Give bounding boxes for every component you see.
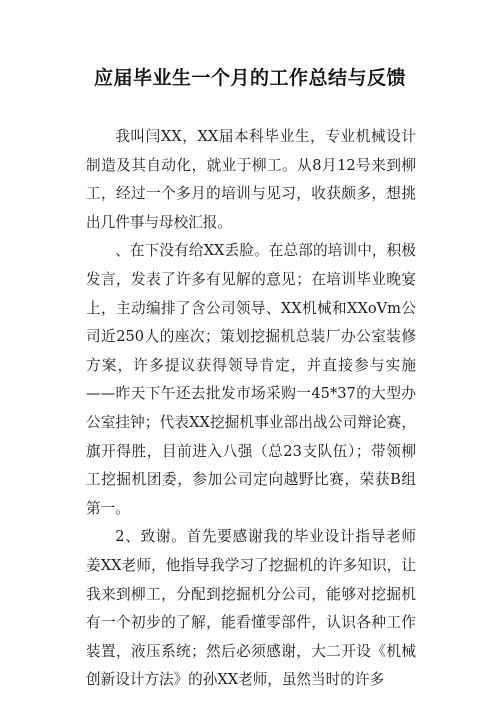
document-body <box>86 123 416 695</box>
document-title: 应届毕业生一个月的工作总结与反馈 <box>93 67 406 89</box>
paragraph-intro: 我叫闫XX，XX届本科毕业生，专业机械设计制造及其自动化，就业于柳工。从8月12号来到柳工，经过一个多月的培训与见习，收获颇多，想挑出几件事与母校汇报。 <box>86 128 416 231</box>
paragraph-thanks: 2、致谢。首先要感谢我的毕业设计指导老师姜XX老师，他指导我学习了挖掘机的许多知识，让我来到柳工，分配到挖掘机分公司，能够对挖掘机有一个初步的了解，能看懂零部件，认识各种工作装置，液压系统；然后必须感谢，大二开设《机械创新设计方法》的孙XX老师，虽然当时的许多 <box>86 528 416 689</box>
paragraph-achievements: 、在下没有给XX丢脸。在总部的培训中，积极发言，发表了许多有见解的意见；在培训毕业晚宴上，主动编排了含公司领导、XX机械和XXoVm公司近250人的座次；策划挖掘机总装厂办公室装修方案，许多提议获得领导肯定，并直接参与实施——昨天下午还去批发市场采购一45*37的大型办公室挂钟；代表XX挖掘机事业部出战公司辩论赛，旗开得胜，目前进入八强（总23支队伍）；带领柳工挖掘机团委，参加公司定向越野比赛，荣获B组第一。 <box>86 242 416 517</box>
